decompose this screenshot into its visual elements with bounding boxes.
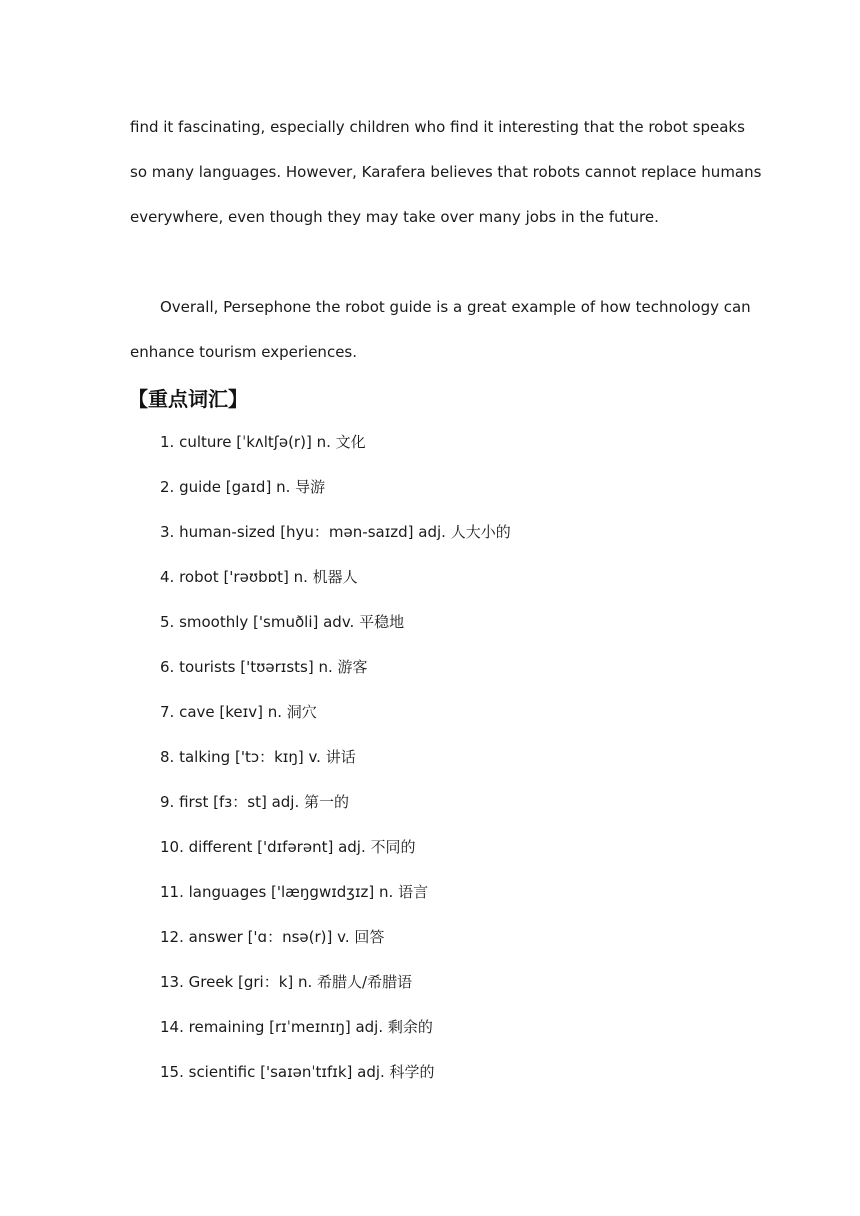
vocab-item: 14. remaining [rɪˈmeɪnɪŋ] adj. 剩余的 [160,1018,433,1036]
paragraph-line: Overall, Persephone the robot guide is a great example of how technology can [160,298,751,316]
vocab-item: 15. scientific ['saɪənˈtɪfɪk] adj. 科学的 [160,1063,435,1081]
vocab-item: 3. human-sized [hyu：mən-saɪzd] adj. 人大小的 [160,523,511,541]
paragraph-line: find it fascinating, especially children who find it interesting that the robot speaks [130,118,745,136]
vocab-item: 2. guide [gaɪd] n. 导游 [160,478,326,496]
paragraph-line: so many languages. However, Karafera believes that robots cannot replace humans [130,163,762,181]
vocab-item: 7. cave [keɪv] n. 洞穴 [160,703,317,721]
vocab-item: 1. culture [ˈkʌltʃə(r)] n. 文化 [160,433,366,451]
vocab-item: 11. languages ['læŋgwɪdʒɪz] n. 语言 [160,883,429,901]
vocab-item: 6. tourists ['tʊərɪsts] n. 游客 [160,658,368,676]
paragraph-line: enhance tourism experiences. [130,343,357,361]
vocab-item: 8. talking ['tɔ：kɪŋ] v. 讲话 [160,748,356,766]
vocab-heading: 【重点词汇】 [128,387,248,411]
vocab-item: 12. answer ['ɑ：nsə(r)] v. 回答 [160,928,385,946]
paragraph-line: everywhere, even though they may take over many jobs in the future. [130,208,659,226]
vocab-item: 13. Greek [gri：k] n. 希腊人/希腊语 [160,973,413,991]
vocab-item: 4. robot ['rəʊbɒt] n. 机器人 [160,568,358,586]
vocab-list [160,432,511,1107]
vocab-item: 10. different ['dɪfərənt] adj. 不同的 [160,838,416,856]
vocab-item: 9. first [fɜ：st] adj. 第一的 [160,793,350,811]
vocab-item: 5. smoothly ['smuðli] adv. 平稳地 [160,613,405,631]
